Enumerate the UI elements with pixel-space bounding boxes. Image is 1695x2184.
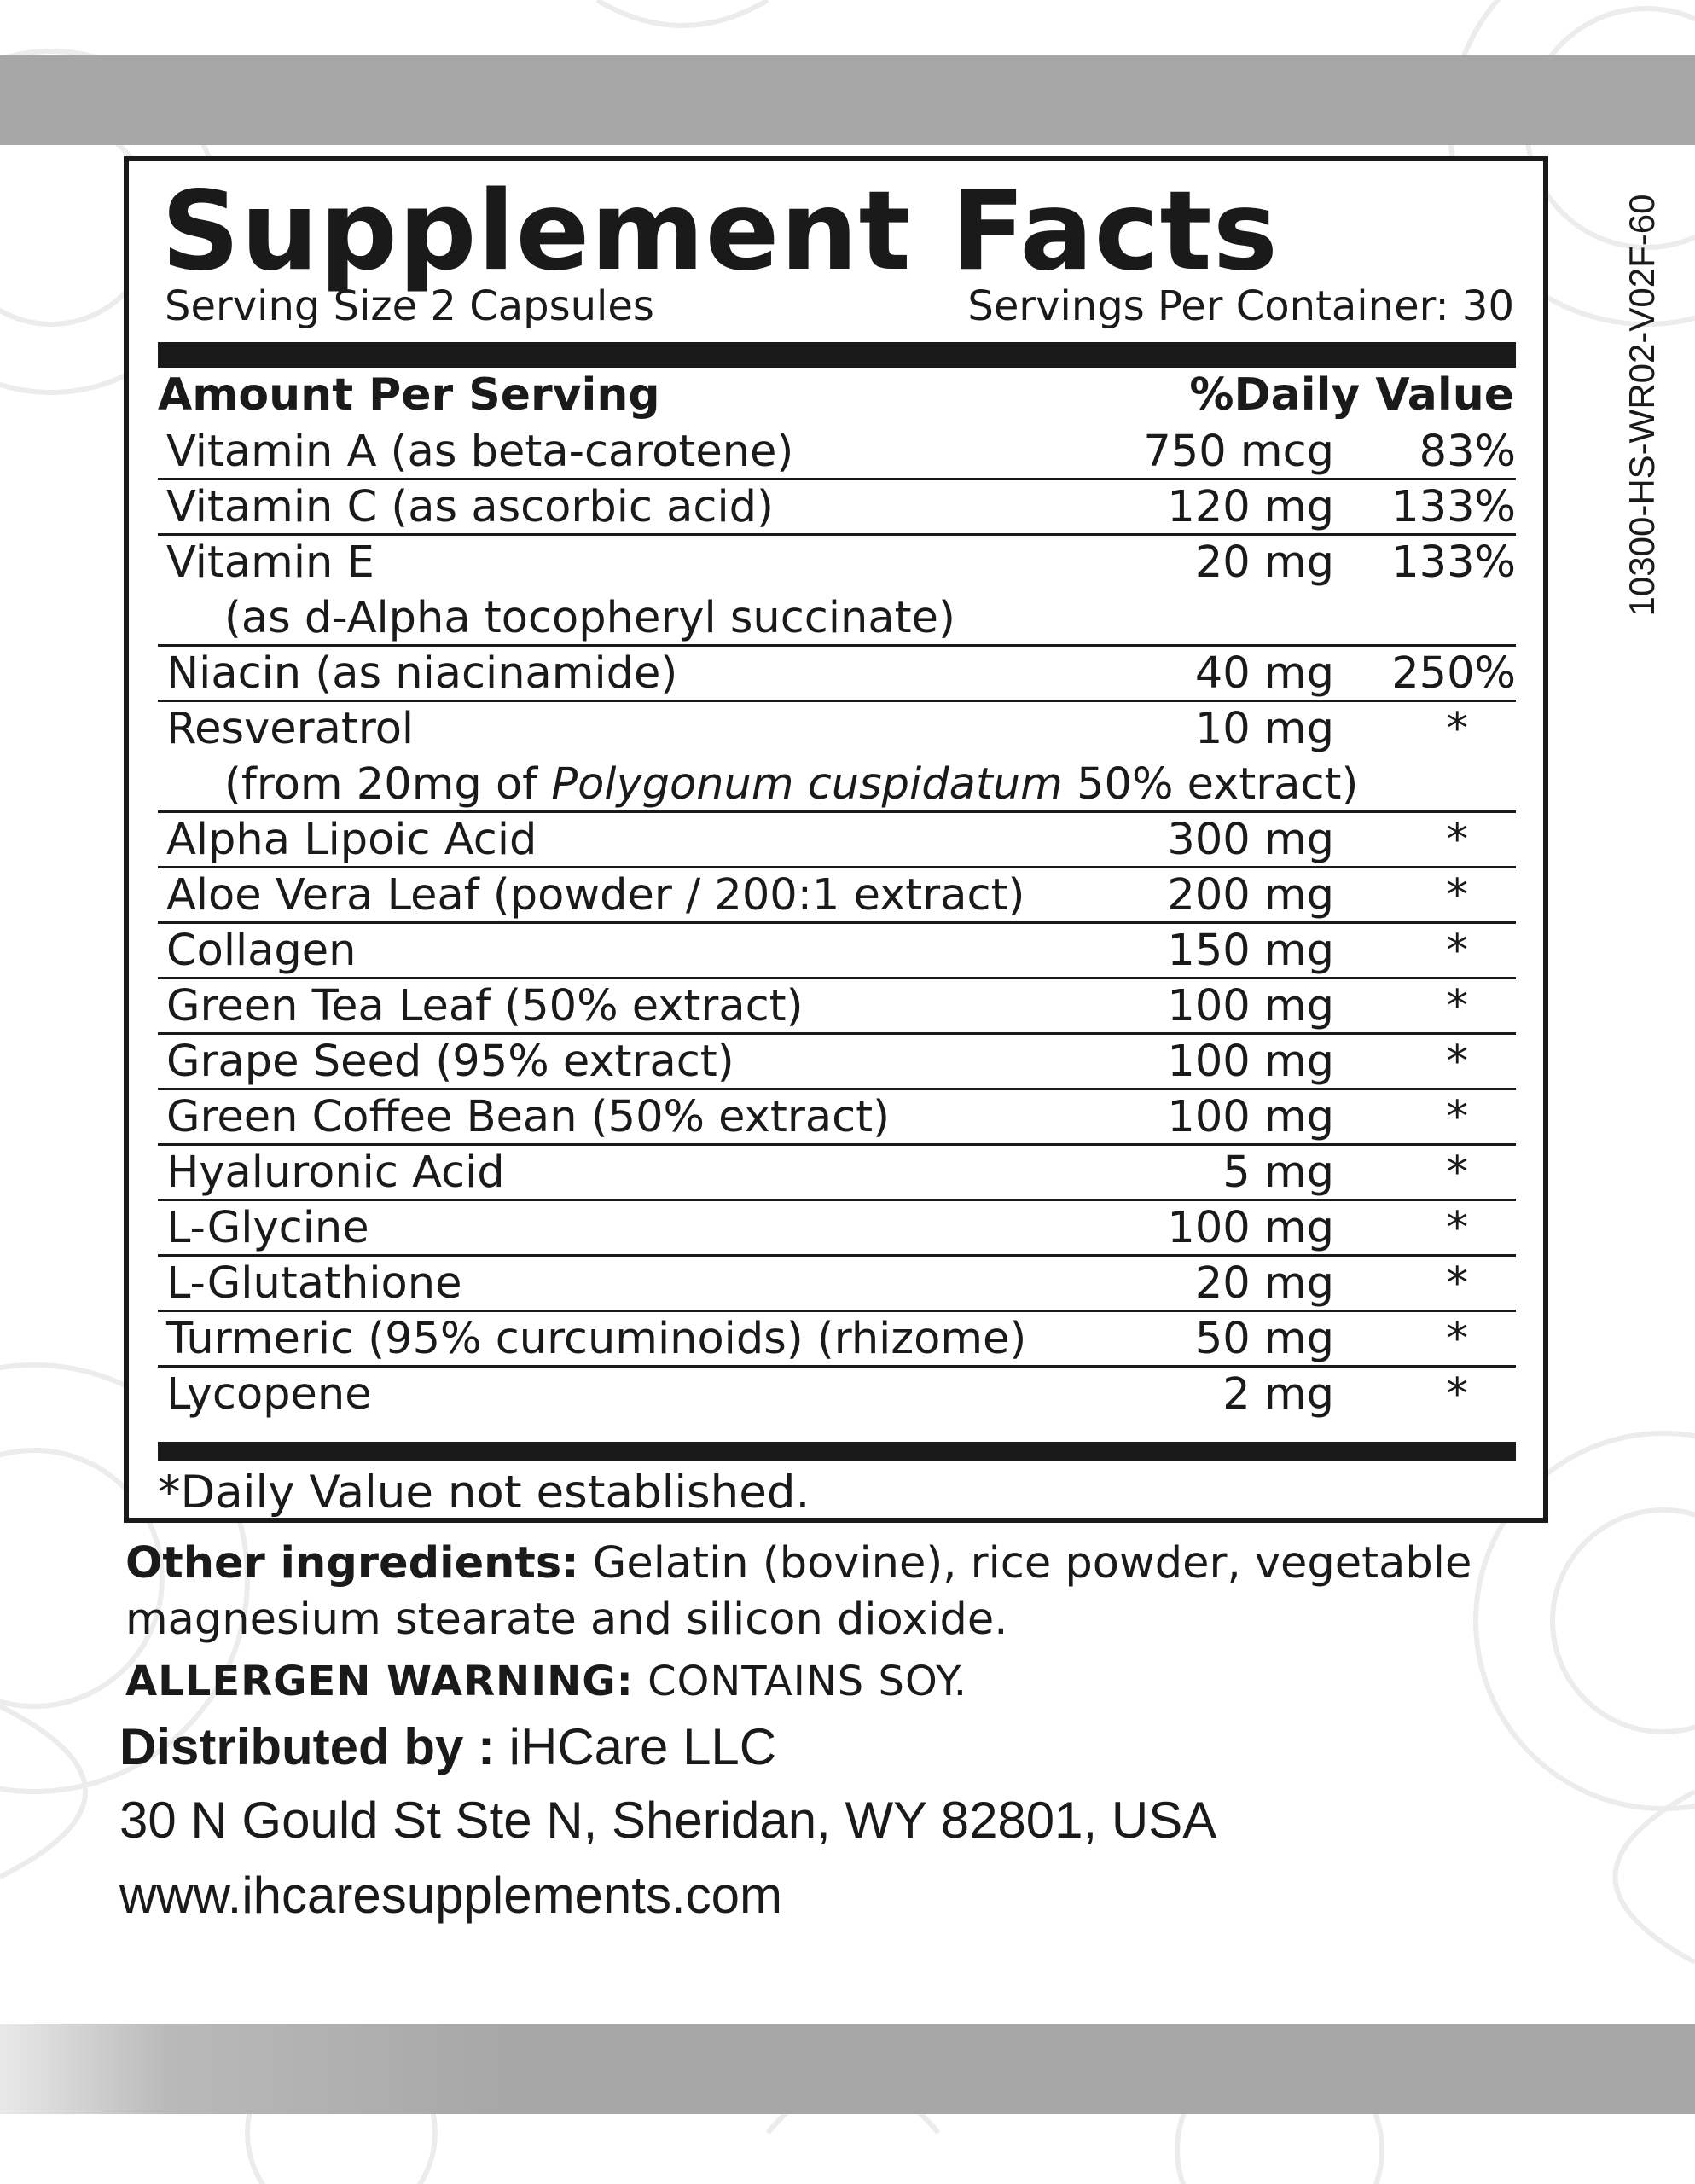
nutrient-row [158,1035,1516,1090]
nutrient-row [158,425,1516,480]
nutrient-row [158,480,1516,536]
nutrient-row [158,1257,1516,1312]
distributed-label: Distributed by : [119,1718,496,1775]
nutrient-daily-value: * [1446,1369,1468,1420]
nutrient-row [158,647,1516,702]
nutrient-name: Vitamin A (as beta-carotene) [166,427,794,477]
allergen-label: ALLERGEN WARNING: [125,1658,634,1705]
allergen-warning [125,1653,967,1710]
panel-title: Supplement Facts [161,168,1279,295]
nutrient-row [158,702,1516,813]
nutrient-amount: 5 mg [1222,1147,1334,1198]
nutrient-table [158,425,1516,1423]
nutrient-name: Collagen [166,926,357,976]
nutrient-source-note [224,758,1358,812]
nutrient-daily-value: * [1446,981,1468,1031]
nutrient-daily-value: * [1446,1037,1468,1087]
nutrient-amount: 100 mg [1167,981,1334,1031]
nutrient-daily-value: * [1446,1092,1468,1142]
nutrient-name: Vitamin C (as ascorbic acid) [166,482,774,532]
nutrient-amount: 750 mcg [1143,427,1334,477]
nutrient-amount: 200 mg [1167,870,1334,921]
nutrient-amount: 20 mg [1194,1258,1334,1309]
amount-per-serving-header: Amount Per Serving [158,369,660,421]
nutrient-amount: 300 mg [1167,815,1334,865]
nutrient-row [158,813,1516,868]
nutrient-name: Hyaluronic Acid [166,1147,505,1198]
nutrient-amount: 100 mg [1167,1203,1334,1253]
nutrient-name: Turmeric (95% curcuminoids) (rhizome) [166,1314,1027,1364]
nutrient-name: Green Coffee Bean (50% extract) [166,1092,890,1142]
nutrient-daily-value: * [1446,1203,1468,1253]
daily-value-header: %Daily Value [1189,369,1514,421]
nutrient-daily-value: 83% [1419,427,1516,477]
nutrient-amount: 2 mg [1222,1369,1334,1420]
nutrient-row [158,1090,1516,1146]
nutrient-amount: 150 mg [1167,926,1334,976]
source-note-italic: Polygonum cuspidatum [551,759,1063,810]
nutrient-daily-value: * [1446,1258,1468,1309]
nutrient-name: Niacin (as niacinamide) [166,648,678,699]
nutrient-row [158,1201,1516,1257]
thick-divider-top [158,342,1516,368]
nutrient-row [158,924,1516,979]
nutrient-daily-value: * [1446,704,1468,754]
nutrient-row [158,1312,1516,1368]
nutrient-row [158,979,1516,1035]
nutrient-daily-value: * [1446,926,1468,976]
other-ingredients [125,1536,1593,1648]
source-note-text: (as d-Alpha tocopheryl succinate) [224,593,955,643]
distributor-address: 30 N Gould St Ste N, Sheridan, WY 82801, USA [119,1792,1217,1849]
nutrient-row [158,536,1516,647]
nutrient-source-note [224,591,955,646]
side-product-code: 10300-HS-WR02-V02F-60 [1622,194,1662,617]
source-note-text: (from 20mg of [224,759,552,810]
nutrient-name: Green Tea Leaf (50% extract) [166,981,804,1031]
nutrient-daily-value: 133% [1391,537,1516,588]
allergen-text: CONTAINS SOY. [633,1658,967,1705]
nutrient-daily-value: 133% [1391,482,1516,532]
daily-value-footnote: *Daily Value not established. [158,1467,810,1519]
distributor-name: iHCare LLC [495,1718,777,1775]
nutrient-amount: 40 mg [1194,648,1334,699]
nutrient-daily-value: * [1446,1147,1468,1198]
nutrient-name: Lycopene [166,1369,372,1420]
nutrient-daily-value: * [1446,815,1468,865]
nutrient-amount: 100 mg [1167,1092,1334,1142]
nutrient-amount: 100 mg [1167,1037,1334,1087]
nutrient-amount: 50 mg [1194,1314,1334,1364]
supplement-facts-panel [124,156,1548,1523]
nutrient-name: Vitamin E [166,537,374,588]
other-ingredients-label: Other ingredients: [125,1538,579,1589]
nutrient-name: L-Glycine [166,1203,369,1253]
other-ingredients-text: Gelatin (bovine), rice powder, vegetable magnesium stearate and silicon dioxide. [125,1538,1472,1645]
nutrient-daily-value: 250% [1391,648,1516,699]
bottom-gray-band [0,2024,1695,2114]
nutrient-amount: 20 mg [1194,537,1334,588]
nutrient-name: L-Glutathione [166,1258,462,1309]
source-note-after: 50% extract) [1062,759,1359,810]
nutrient-name: Alpha Lipoic Acid [166,815,537,865]
top-gray-band [0,55,1695,145]
nutrient-amount: 120 mg [1167,482,1334,532]
serving-size: Serving Size 2 Capsules [165,282,654,330]
nutrient-daily-value: * [1446,1314,1468,1364]
nutrient-name: Aloe Vera Leaf (powder / 200:1 extract) [166,870,1025,921]
nutrient-daily-value: * [1446,870,1468,921]
distributor-website: www.ihcaresupplements.com [119,1867,782,1924]
thick-divider-bottom [158,1442,1516,1461]
nutrient-name: Grape Seed (95% extract) [166,1037,734,1087]
distributed-by [119,1713,776,1781]
servings-per-container: Servings Per Container: 30 [967,282,1514,330]
nutrient-row [158,1146,1516,1201]
nutrient-amount: 10 mg [1194,704,1334,754]
nutrient-row [158,1368,1516,1423]
nutrient-name: Resveratrol [166,704,415,754]
nutrient-row [158,868,1516,924]
